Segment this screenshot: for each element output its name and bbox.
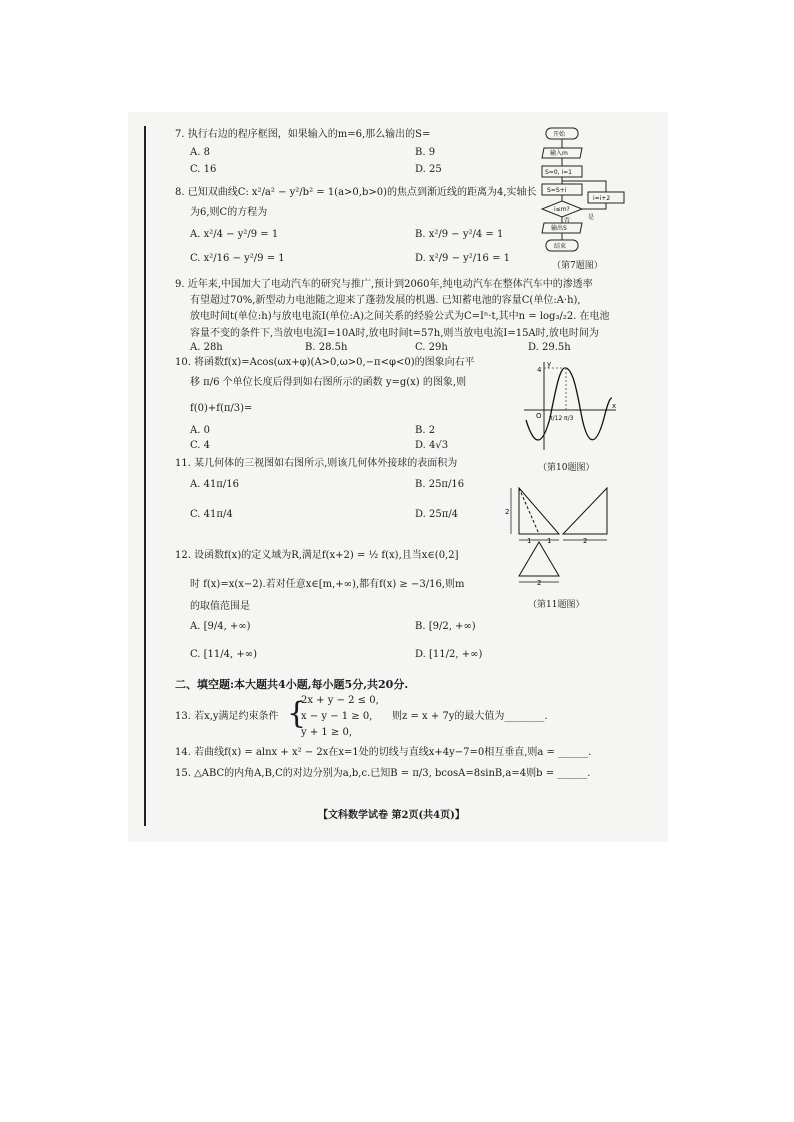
flow-output-label: 输出S <box>551 225 567 232</box>
q11-option-b: B. 25π/16 <box>415 479 465 490</box>
fig11-dim-2b: 2 <box>583 537 588 545</box>
q13-constraint-2: x − y − 1 ≥ 0, <box>301 711 373 722</box>
margin-line <box>144 126 146 826</box>
fig10-graph <box>520 358 620 454</box>
q11-option-a: A. 41π/16 <box>190 479 239 490</box>
fig10-caption: （第10题图） <box>538 463 595 473</box>
q13-constraint-1: 2x + y − 2 ≤ 0, <box>301 695 379 706</box>
q12-line-1: 12. 设函数f(x)的定义域为R,满足f(x+2) = ½ f(x),且当x∈(0,2] <box>175 550 459 561</box>
section-2-heading: 二、填空题:本大题共4小题,每小题5分,共20分. <box>175 678 409 691</box>
flow-start-label: 开始 <box>553 131 566 138</box>
q9-option-c: C. 29h <box>415 342 448 353</box>
q12-option-c: C. [11/4, +∞) <box>190 649 257 660</box>
q13-lead: 13. 若x,y满足约束条件 <box>175 711 279 722</box>
q9-line-3: 放电时间t(单位:h)与放电电流I(单位:A)之间关系的经验公式为C=Iⁿ·t,其中n = log₃/₂2. 在电池 <box>190 311 610 322</box>
q9-option-a: A. 28h <box>190 342 223 353</box>
q9-line-1: 9. 近年来,中国加大了电动汽车的研究与推广,预计到2060年,纯电动汽车在整体汽车中的渗透率 <box>175 279 593 290</box>
q8-stem-2: 为6,则C的方程为 <box>190 207 268 218</box>
q8-option-c: C. x²/16 − y²/9 = 1 <box>190 253 285 264</box>
q9-line-2: 有望超过70%,新型动力电池随之迎来了蓬勃发展的机遇. 已知蓄电池的容量C(单位:A·h), <box>190 295 581 306</box>
q13-constraint-3: y + 1 ≥ 0, <box>301 727 353 738</box>
q11-option-d: D. 25π/4 <box>415 509 459 520</box>
page-footer: 【文科数学试卷 第2页(共4页)】 <box>318 810 465 821</box>
q12-line-2: 时 f(x)=x(x−2).若对任意x∈[m,+∞),都有f(x) ≥ −3/16,则m <box>190 579 465 590</box>
q8-option-b: B. x²/9 − y²/4 = 1 <box>415 229 504 240</box>
q10-line-2: 移 π/6 个单位长度后得到如右图所示的函数 y=g(x) 的图象,则 <box>190 377 467 388</box>
q9-option-d: D. 29.5h <box>528 342 571 353</box>
flow-cond-label: i≤m? <box>554 206 570 213</box>
fig11-top-view <box>519 542 559 576</box>
fig11-three-views <box>503 484 633 594</box>
fig11-front-view <box>519 488 559 534</box>
q15-text: 15. △ABC的内角A,B,C的对边分别为a,b,c.已知B = π/3, bcosA=8sinB,a=4则b = ______. <box>175 768 591 779</box>
fig10-tick-2: π/3 <box>564 415 574 422</box>
fig11-dim-2c: 2 <box>537 579 542 587</box>
flow-input-label: 输入m <box>550 150 568 157</box>
q14-text: 14. 若曲线f(x) = alnx + x² − 2x在x=1处的切线与直线x+4y−7=0相互垂直,则a = ______. <box>175 747 592 758</box>
fig11-dim-1a: 1 <box>527 537 532 545</box>
q10-option-a: A. 0 <box>190 425 210 436</box>
q10-option-b: B. 2 <box>415 425 436 436</box>
flow-assign-label: S=S+i <box>547 187 567 194</box>
q13-brace: { <box>287 696 307 731</box>
q8-stem: 8. 已知双曲线C: x²/a² − y²/b² = 1(a>0,b>0)的焦点到渐近线的距离为4,实轴长 <box>175 187 537 198</box>
flow-end-label: 结束 <box>554 243 567 250</box>
q9-option-b: B. 28.5h <box>305 342 348 353</box>
q7-option-d: D. 25 <box>415 164 442 175</box>
q10-option-d: D. 4√3 <box>415 440 449 451</box>
q8-option-a: A. x²/4 − y²/9 = 1 <box>190 229 279 240</box>
q12-option-a: A. [9/4, +∞) <box>190 621 251 632</box>
q13-tail: 则z = x + 7y的最大值为________. <box>392 711 548 722</box>
fig10-label-o: O <box>536 412 542 420</box>
q8-option-d: D. x²/9 − y²/16 = 1 <box>415 253 510 264</box>
q10-line-3: f(0)+f(π/3)= <box>190 403 253 414</box>
fig10-curve <box>526 368 612 440</box>
q12-option-b: B. [9/2, +∞) <box>415 621 476 632</box>
flow-no-label: 否 <box>564 217 571 224</box>
q10-option-c: C. 4 <box>190 440 211 451</box>
fig10-label-y: y <box>547 360 552 368</box>
q10-line-1: 10. 将函数f(x)=Acos(ωx+φ)(A>0,ω>0,−π<φ<0)的图象向右平 <box>175 357 475 368</box>
fig10-label-4: 4 <box>537 366 542 374</box>
fig11-dim-2: 2 <box>505 508 510 516</box>
fig7-caption: （第7题图） <box>552 261 603 271</box>
fig11-caption: （第11题图） <box>528 600 585 610</box>
flow-side-label: i=i+2 <box>593 195 611 202</box>
q7-option-c: C. 16 <box>190 164 217 175</box>
fig11-dim-1b: 1 <box>547 537 552 545</box>
flow-yes-label: 是 <box>588 214 595 221</box>
q7-option-a: A. 8 <box>190 147 210 158</box>
fig10-tick-1: π/12 <box>549 415 563 422</box>
q7-option-b: B. 9 <box>415 147 436 158</box>
q7-stem: 7. 执行右边的程序框图，如果输入的m=6,那么输出的S= <box>175 129 431 140</box>
q12-option-d: D. [11/2, +∞) <box>415 649 483 660</box>
fig11-side-view <box>563 488 607 534</box>
fig10-label-x: x <box>612 402 617 410</box>
q12-line-3: 的取值范围是 <box>190 601 250 612</box>
q9-line-4: 容量不变的条件下,当放电电流I=10A时,放电时间t=57h,则当放电电流I=15A时,放电时间为 <box>190 328 599 339</box>
q11-option-c: C. 41π/4 <box>190 509 233 520</box>
q11-stem: 11. 某几何体的三视图如右图所示,则该几何体外接球的表面积为 <box>175 458 458 469</box>
flowchart-figure <box>530 124 630 259</box>
flow-init-label: S=0, i=1 <box>545 169 572 176</box>
